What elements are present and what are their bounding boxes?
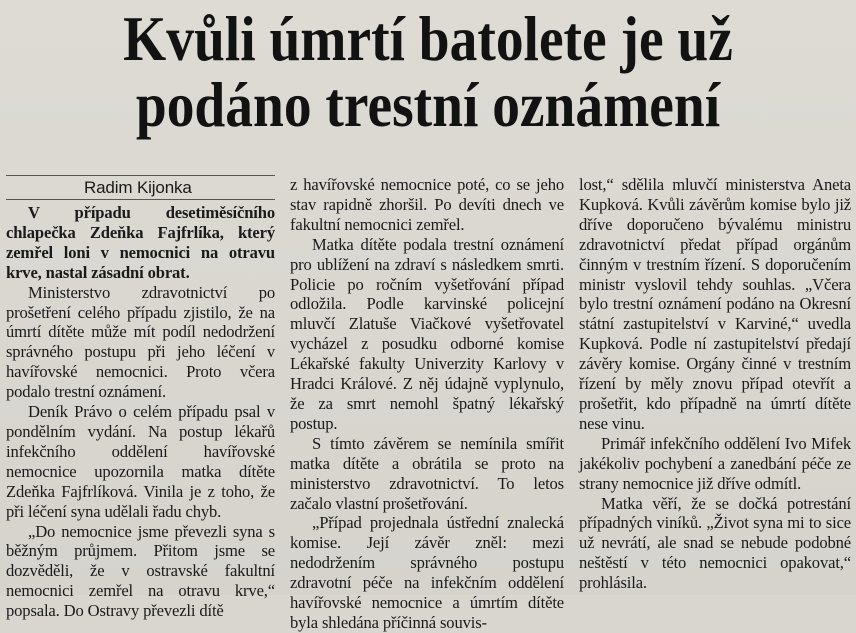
paragraph: S tímto závěrem se nemínila smířit matka dítěte a obrátila se proto na ministerstvo zdravotnictví. To letos začalo vlastní prošetřování. [290, 433, 564, 513]
paragraph: Matka dítěte podala trestní oznámení pro ublížení na zdraví s následkem smrti. Policie po ročním vyšetřování případ odložila. Podle karvinské policejní mluvčí Zlatuše Viačkové vyšetřovatel vycházel z posudku odborné komise Lékařské fakulty Univerzity Karlovy v Hradci Králové. Z něj údajně vyplynulo, že za smrt nemohl špatný lékařský postup. [290, 234, 564, 433]
paragraph: „Do nemocnice jsme převezli syna s běžným průjmem. Přitom jsme se dozvěděli, že v ostravské fakultní nemocnici zemřel na otravu krve,“ popsala. Do Ostravy převezli dítě [6, 521, 275, 621]
headline-line-2: podáno trestní oznámení [135, 70, 721, 140]
paragraph: „Případ projednala ústřední znalecká komise. Její závěr zněl: mezi nedodržením správného postupu zdravotní péče na infekčním oddělení havířovské nemocnice a úmrtím dítěte byla shledána příčinná souvis- [290, 513, 564, 632]
paragraph: Primář infekčního oddělení Ivo Mifek jakékoliv pochybení a zanedbání péče ze strany nemocnice již dříve odmítl. [579, 433, 851, 493]
article-column-2 [290, 175, 564, 633]
paragraph-continued: z havířovské nemocnice poté, co se jeho stav rapidně zhoršil. Po devíti dnech ve fakultní nemocnici zemřel. [290, 175, 564, 234]
paragraph-continued: lost,“ sdělila mluvčí ministerstva Aneta Kupková. Kvůli závěrům komise bylo již dříve doporučeno bývalému ministru zdravotnictví předat případ orgánům činným v trestním řízení. S doporučením ministr vyslovil tehdy souhlas. „Včera bylo trestní oznámení podáno na Okresní státní zastupitelství v Karviné,“ uvedla Kupková. Podle ní zastupitelství předají závěry komise. Orgány činné v trestním řízení by měly znovu případ otevřít a prošetřit, kdo případně na úmrtí dítěte nese vinu. [579, 175, 851, 433]
paragraph: Deník Právo o celém případu psal v pondělním vydání. Na postup lékařů infekčního oddělení havířovské nemocnice upozornila matka dítěte Zdeňka Fajfrlíková. Vinila je z toho, že při léčení syna udělali řadu chyb. [6, 402, 275, 521]
article-column-3 [579, 175, 851, 593]
author-byline: Radim Kijonka [6, 175, 275, 200]
paragraph: Ministerstvo zdravotnictví po prošetření celého případu zjistilo, že na úmrtí dítěte může mít podíl nedodržení správného postupu při jeho léčení v havířovské nemocnici. Proto včera podalo trestní oznámení. [6, 282, 275, 402]
paragraph: Matka věří, že se dočká potrestání případných viníků. „Život syna mi to sice už nevrátí, ale snad se nebude podobné neštěstí v této nemocnici opakovat,“ prohlásila. [579, 493, 851, 593]
lead-paragraph: V případu desetiměsíčního chlapečka Zdeňka Fajfrlíka, který zemřel loni v nemocnici na otravu krve, nastal zásadní obrat. [6, 203, 275, 282]
headline-line-1: Kvůli úmrtí batolete je už [123, 4, 733, 74]
headline [51, 6, 804, 138]
article-column-1 [6, 175, 275, 621]
